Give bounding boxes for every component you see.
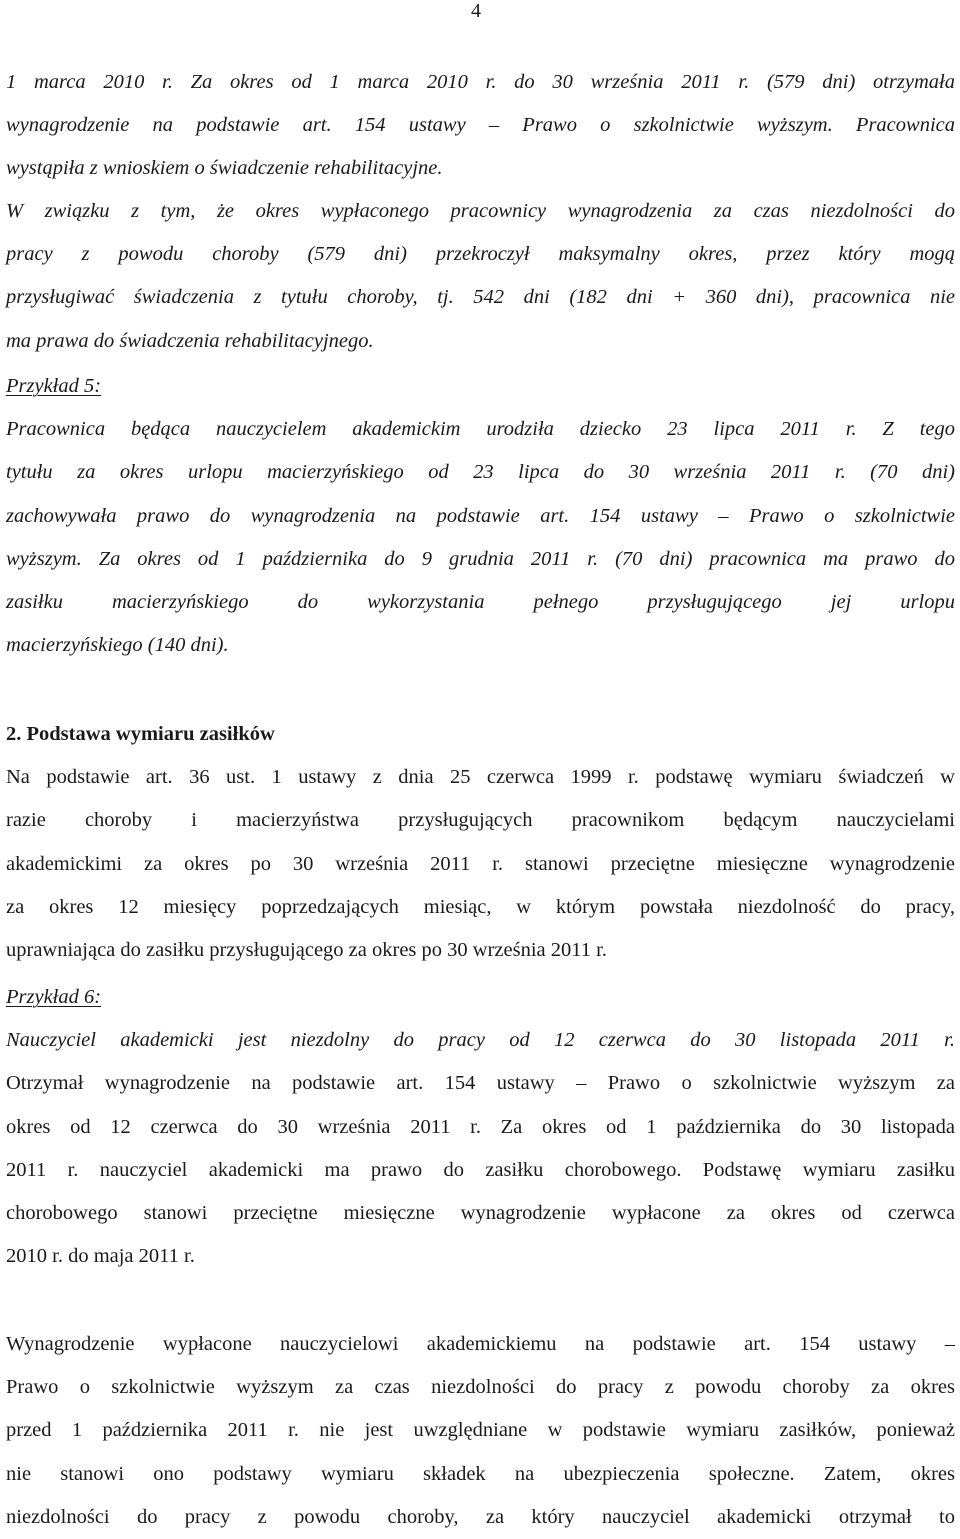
final-line: przed 1 października 2011 r. nie jest uwzględniane w podstawie wymiaru zasiłków, ponieważ [6,1419,955,1442]
example-5-line: macierzyńskiego (140 dni). [6,634,229,657]
example-6-line: Nauczyciel akademicki jest niezdolny do pracy od 12 czerwca do 30 listopada 2011 r. [6,1029,955,1052]
conclusion-line: przysługiwać świadczenia z tytułu choroby, tj. 542 dni (182 dni + 360 dni), pracownica nie [6,286,955,309]
example-5-line: Pracownica będąca nauczycielem akademickim urodziła dziecko 23 lipca 2011 r. Z tego [6,418,955,441]
example-6-line: 2010 r. do maja 2011 r. [6,1245,195,1268]
example-5-line: tytułu za okres urlopu macierzyńskiego od 23 lipca do 30 września 2011 r. (70 dni) [6,461,955,484]
section-2 [6,713,955,972]
example-6-line: 2011 r. nauczyciel akademicki ma prawo do zasiłku chorobowego. Podstawę wymiaru zasiłku [6,1158,955,1181]
example-6-heading: Przykład 6: [6,986,102,1008]
conclusion-line: ma prawa do świadczenia rehabilitacyjnego. [6,329,374,352]
page-number: 4 [471,0,481,22]
section-2-line: za okres 12 miesięcy poprzedzających miesiąc, w którym powstała niezdolność do pracy, [6,895,955,918]
conclusion-line: pracy z powodu choroby (579 dni) przekroczył maksymalny okres, przez który mogą [6,243,955,266]
final-line: niezdolności do pracy z powodu choroby, za który nauczyciel akademicki otrzymał to [6,1505,955,1528]
example-5-line: wyższym. Za okres od 1 października do 9 grudnia 2011 r. (70 dni) pracownica ma prawo do [6,547,955,570]
conclusion-paragraph [6,190,955,363]
section-2-heading: 2. Podstawa wymiaru zasiłków [6,723,275,745]
final-line: Wynagrodzenie wypłacone nauczycielowi akademickiemu na podstawie art. 154 ustawy – [6,1333,955,1355]
conclusion-line: W związku z tym, że okres wypłaconego pracownicy wynagrodzenia za czas niezdolności do [6,200,955,222]
intro-line: wystąpiła z wnioskiem o świadczenie rehabilitacyjne. [6,157,443,180]
example-6-line: chorobowego stanowi przeciętne miesięczne wynagrodzenie wypłacone za okres od czerwca [6,1201,955,1224]
example-6-line: okres od 12 czerwca do 30 września 2011 r. Za okres od 1 października do 30 listopada [6,1115,955,1138]
example-5-heading: Przykład 5: [6,375,102,397]
section-2-line: uprawniająca do zasiłku przysługującego za okres po 30 września 2011 r. [6,938,607,961]
example-5 [6,365,955,667]
intro-paragraph [6,61,955,191]
section-2-line: akademickimi za okres po 30 września 2011 r. stanowi przeciętne miesięczne wynagrodzenie [6,852,955,875]
final-line: nie stanowi ono podstawy wymiaru składek na ubezpieczenia społeczne. Zatem, okres [6,1462,955,1485]
final-paragraph [6,1323,955,1539]
final-line: Prawo o szkolnictwie wyższym za czas niezdolności do pracy z powodu choroby za okres [6,1376,955,1399]
section-2-line: razie choroby i macierzyństwa przysługujących pracownikom będącym nauczycielami [6,809,955,832]
section-2-line: Na podstawie art. 36 ust. 1 ustawy z dnia 25 czerwca 1999 r. podstawę wymiaru świadczeń w [6,766,955,789]
example-5-line: zachowywała prawo do wynagrodzenia na podstawie art. 154 ustawy – Prawo o szkolnictwie [6,504,955,527]
intro-line: wynagrodzenie na podstawie art. 154 ustawy – Prawo o szkolnictwie wyższym. Pracownica [6,114,955,137]
example-6 [6,976,955,1278]
example-6-line: Otrzymał wynagrodzenie na podstawie art. 154 ustawy – Prawo o szkolnictwie wyższym za [6,1072,955,1095]
example-5-line: zasiłku macierzyńskiego do wykorzystania pełnego przysługującego jej urlopu [6,590,955,613]
intro-line: 1 marca 2010 r. Za okres od 1 marca 2010 r. do 30 września 2011 r. (579 dni) otrzymała [6,71,955,93]
